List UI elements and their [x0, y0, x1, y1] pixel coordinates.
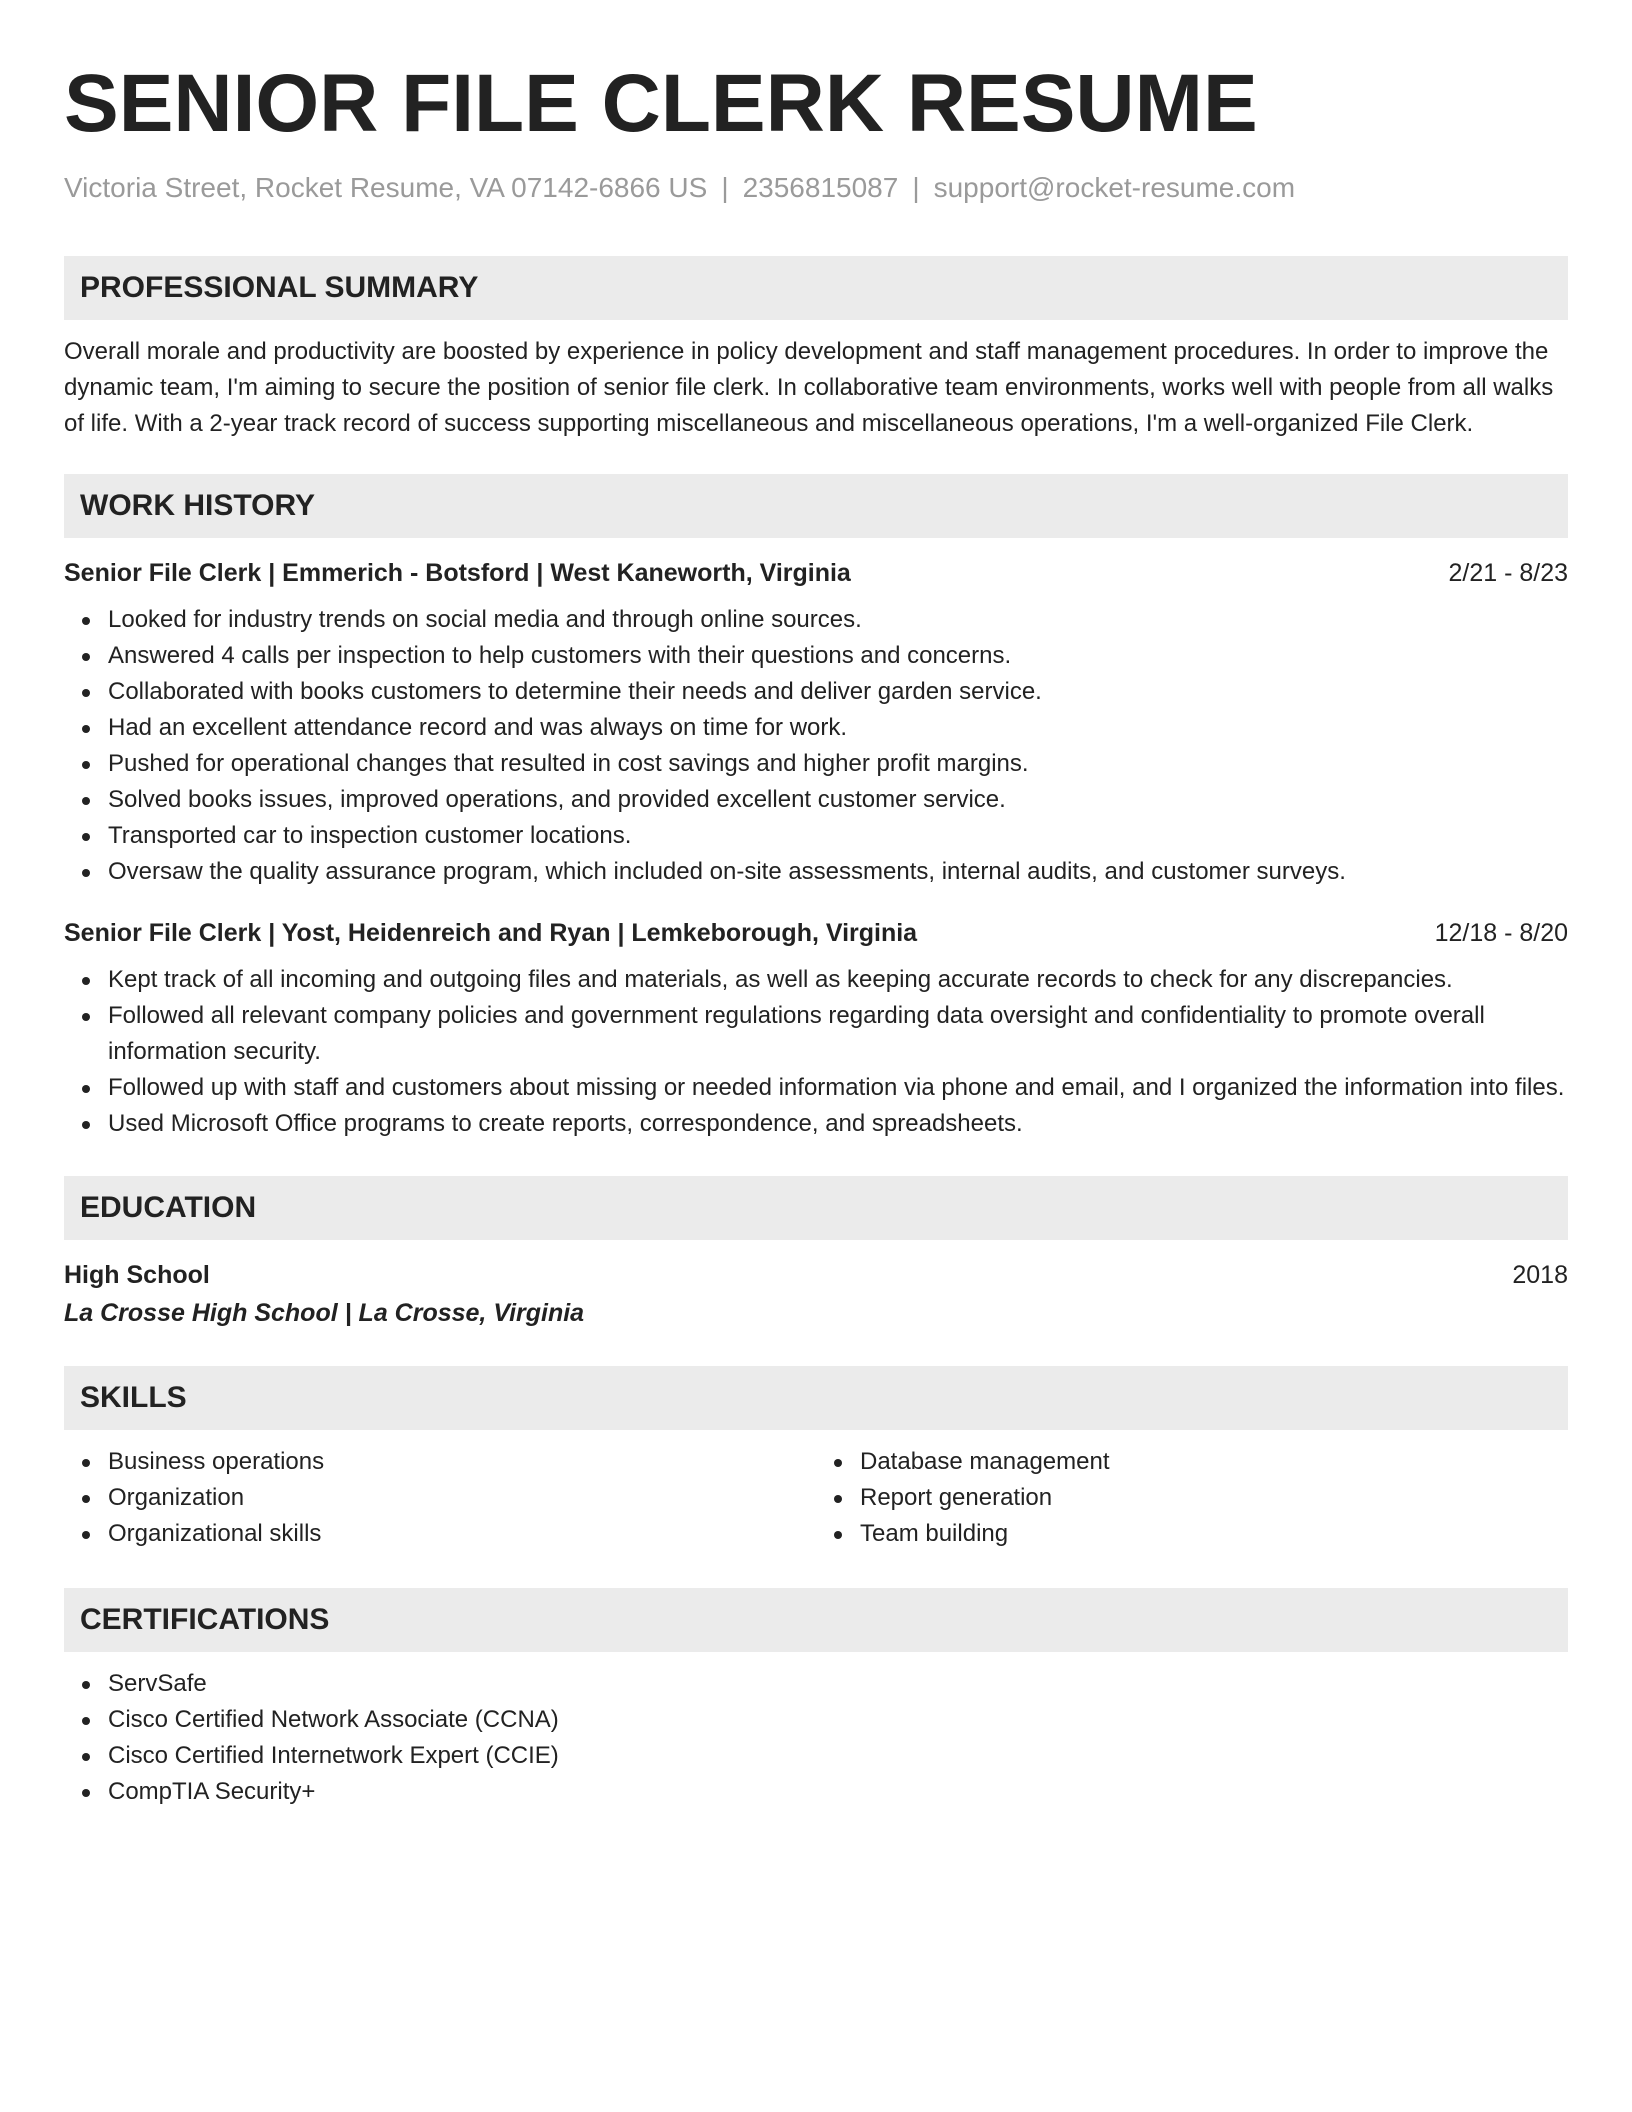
job-dates: 2/21 - 8/23 [1448, 559, 1568, 587]
list-item: Business operations [108, 1444, 816, 1480]
list-item: Looked for industry trends on social media and through online sources. [108, 602, 1568, 638]
section-heading-work-history: WORK HISTORY [64, 474, 1568, 538]
summary-text: Overall morale and productivity are boosted by experience in policy development and staff management procedures. In order to improve the dynamic team, I'm aiming to secure the position of senior file clerk. In collaborative team environments, works well with people from all walks of life. With a 2-year track record of success supporting miscellaneous and miscellaneous operations, I'm a well-organized File Clerk. [64, 338, 1554, 437]
education-degree: High School [64, 1261, 210, 1289]
list-item: Team building [860, 1516, 1568, 1552]
section-heading-certifications: CERTIFICATIONS [64, 1588, 1568, 1652]
list-item: Database management [860, 1444, 1568, 1480]
list-item: Transported car to inspection customer locations. [108, 818, 1568, 854]
list-item: Followed up with staff and customers about missing or needed information via phone and email, and I organized the information into files. [108, 1070, 1568, 1106]
list-item: Used Microsoft Office programs to create reports, correspondence, and spreadsheets. [108, 1106, 1568, 1142]
education-header [64, 1258, 1568, 1292]
contact-email: support@rocket-resume.com [933, 172, 1296, 203]
resume-title: SENIOR FILE CLERK RESUME [64, 58, 1258, 149]
list-item: Cisco Certified Internetwork Expert (CCIE) [108, 1738, 1568, 1774]
list-item: Had an excellent attendance record and was always on time for work. [108, 710, 1568, 746]
job-duties-list [64, 962, 1568, 1142]
contact-separator: | [912, 172, 920, 203]
list-item: Followed all relevant company policies and government regulations regarding data oversight and confidentiality to promote overall information security. [108, 998, 1568, 1070]
list-item: Organization [108, 1480, 816, 1516]
list-item: ServSafe [108, 1666, 1568, 1702]
education-school: La Crosse High School | La Crosse, Virginia [64, 1299, 585, 1327]
education-year: 2018 [1512, 1261, 1568, 1289]
contact-separator: | [721, 172, 729, 203]
list-item: Report generation [860, 1480, 1568, 1516]
list-item: Answered 4 calls per inspection to help customers with their questions and concerns. [108, 638, 1568, 674]
contact-address: Victoria Street, Rocket Resume, VA 07142-6866 US [64, 172, 708, 203]
skills-list-right [816, 1444, 1568, 1552]
section-heading-summary: PROFESSIONAL SUMMARY [64, 256, 1568, 320]
job-header [64, 916, 1568, 950]
job-title: Senior File Clerk | Yost, Heidenreich and Ryan | Lemkeborough, Virginia [64, 919, 918, 947]
list-item: Organizational skills [108, 1516, 816, 1552]
list-item: Pushed for operational changes that resulted in cost savings and higher profit margins. [108, 746, 1568, 782]
job-dates: 12/18 - 8/20 [1434, 919, 1568, 947]
list-item: Solved books issues, improved operations, and provided excellent customer service. [108, 782, 1568, 818]
list-item: Collaborated with books customers to determine their needs and deliver garden service. [108, 674, 1568, 710]
skills-grid [64, 1430, 1568, 1552]
job-header [64, 556, 1568, 590]
job-title: Senior File Clerk | Emmerich - Botsford | West Kaneworth, Virginia [64, 559, 851, 587]
section-heading-education: EDUCATION [64, 1176, 1568, 1240]
skills-list-left [64, 1444, 816, 1552]
contact-phone: 2356815087 [742, 172, 899, 203]
contact-line [64, 170, 1568, 206]
section-heading-skills: SKILLS [64, 1366, 1568, 1430]
job-duties-list [64, 602, 1568, 890]
certifications-list [64, 1666, 1568, 1810]
list-item: Kept track of all incoming and outgoing files and materials, as well as keeping accurate records to check for any discrepancies. [108, 962, 1568, 998]
list-item: Oversaw the quality assurance program, which included on-site assessments, internal audits, and customer surveys. [108, 854, 1568, 890]
list-item: Cisco Certified Network Associate (CCNA) [108, 1702, 1568, 1738]
list-item: CompTIA Security+ [108, 1774, 1568, 1810]
